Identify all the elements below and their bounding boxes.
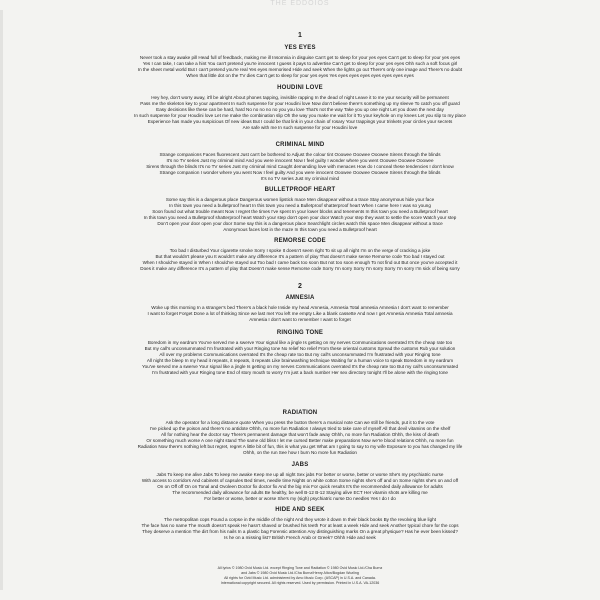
lyric-line: All over my problems Communications overrated It's the cheap rate too But my call's unconsummated I'm frustrated with your Ringing tone [159,352,441,357]
lyric-line: Some say this is a dangerous place Dangerous women lipstick mace Men disappear without a trace Stay anonymous hide your face [165,197,435,202]
lyric-line: Sirens through the blinds It's no TV series Just my criminal mind Caught demanding love with menaces How do I conceal these tendencies I don't know [146,164,454,169]
song-title: JABS [291,462,309,468]
copyright-line: All lyrics © 1980 Ovid Music Ltd. except Ringing Tone and Radiation © 1980 Ovid Music Ltd./Cha Burnz [217,566,383,570]
lyric-line: Ohhh, on the run See how I burn No more fun Radiation [243,450,357,455]
song-title: AMNESIA [285,295,315,301]
lyric-line: Pass me the skeleton key to your apartment In such suspense for your Houdini love Now don't believe there's something up my sleeve To catch you off guard [140,101,460,106]
lyric-line: You've served me a swerve Your signal like a jingle Is getting on my nerves Communications overrated It's the cheap rate too But my call's unconsummated [141,364,459,369]
lyric-line: Are safe with me In such suspense for your Houdini love [242,125,358,130]
lyric-line: Is he on a missing list? British French Arab or Greek? Ohhh Hide and seek [224,535,376,540]
lyric-line: Woke up this morning In a stranger's bed There's a black hole Inside my head Amnesia, Amnesia Total amnesia Amnesia I don't want to remember [151,305,449,310]
lyric-line: Amnesia I don't want to remember I want to forget [249,317,351,322]
lyric-line: All for nothing hear the doctor say There's permanent damage that won't fade away Ohhh, no more fun Radiation Ohhh, the kiss of death [161,432,439,437]
lyric-line: The face has no name The mouth doesn't speak He hasn't shaved or brushed his teeth For at least a week Hide and seek Another typical chore for the cops [141,523,459,528]
lyric-line: Don't open your door open your door Some say this is a dangerous place Searchlight circles watch this space Men disappear without a trace [157,221,443,226]
lyric-line: In this town you need a bulletproof heart In this town you need a Bulletproof shatterproof heart When I came here I was so young [169,203,431,208]
lyric-line: They deserve a mention The dirt from his nails In a plastic bag Forensic attention Any distinguishing marks On a great physique? Has he ever been kissed? [142,529,458,534]
song-title: YES EYES [284,45,316,51]
lyric-line: Never took a stay awake pill Head full of feedback, making me ill Insomnia in disguise Can't get to sleep for your yes eyes Can't get to sleep for your yes eyes [139,55,461,60]
side-number: 1 [298,32,302,39]
lyric-line: Soon found out what trouble meant Now I regret the times I've spent In your lower blocks and tenements In this town you need a Bulletproof heart [152,209,448,214]
lyric-line: With access to corridors And cabinets of capsules Bed times, needle time Nights on white cotton Some nights she's off and on Some nights she's on and off [141,478,459,483]
lyric-line: I'm frustrated with your Ringing tone End of story mouth to worry I'm just a back number Her sex directory tonight I'll be alone with the ringing tone [151,370,448,375]
lyric-line: It's no TV series Just my criminal mind And you were innocent Now I feel guilty I wonder where you went Ooowee Ooowee Ooowee [166,158,434,163]
song-title: CRIMINAL MIND [275,142,325,148]
song-title: HIDE AND SEEK [275,507,325,513]
lyric-line: But my call's unconsummated I'm frustrated with your Ringing tone No relief No relief From these oriental customs Spread the customs Rub your solution [144,346,456,351]
lyric-line: Strange companion I wonder where you went Now I feel guilty And you were innocent Ooowee Ooowee Ooowee Sirens through the blinds [159,170,441,175]
song-title: HOUDINI LOVE [277,85,323,91]
lyric-line: Too bad I disturbed Your cigarette smoke Sorry I spoke It doesn't seem right To sit up all night I'm on the verge of cracking a joke [169,248,431,253]
copyright-line: International copyright secured. All rights reserved. Used by permission. Printed in U.S.A. VA-12036 [220,581,380,585]
side-number: 2 [298,283,302,290]
song-title: RINGING TONE [276,330,324,336]
lyric-line: Hey hey, don't worry away, it'll be alright About phones tapping, invisible rapping In the dead of night Leave it to me your security will be permanent [151,95,449,100]
lyric-line: In the sheet metal world But I can't pretend you're real Yes eyes memorised Hide and seek When the lights go out There's only one image and There's no doubt [137,67,463,72]
song-title: RADIATION [282,410,318,416]
lyric-line: When that little dot on the TV dies Can't get to sleep for your yes eyes Yes eyes eyes eyes eyes eyes eyes eyes [186,73,414,78]
copyright-line: and Jabs © 1980 Ovid Music Ltd./Cha Burnz/Henry Alton/Bogdan Wozling [241,571,359,575]
sheet-title: THE EDDOIOS [270,0,330,7]
lyric-line: Yes I can take, I can take a hint You can't pretend you're innocent I guess it pays to advertise Can't get to sleep for your yes eyes Ohh such a soft focus girl [142,61,458,66]
lyric-line: The recommended daily allowance for adults Be healthy, be well B-12 B-12 Staying alive ECT Her vitamin shots are killing me [172,490,428,495]
lyric-line: Strange companions Faces fluorescent Just can't be bothered to Adjust the colour tint Ooowee Ooowee Ooowee Sirens through the blinds [159,152,441,157]
lyric-line: In this town you need a Bulletproof shatterproof heart Watch your step don't open your door Watch your step they want to settle the score Watch your step [143,215,457,220]
lyric-line: Easy decisions like these can be hard, hard No no no no no you you love That's not the way Take you up one night Let you down the next day [156,107,444,112]
lyric-line: When I should've stayed in When I should've stayed out Too bad I came back too soon But not too soon enough To not find out But once you've accepted it [142,260,458,265]
lyric-line: Boredom in my eardrum You've served me a swerve Your signal like a jingle Is getting on my nerves Communications overrated It's the cheap rate too [147,340,453,345]
lyric-line: In such suspense for your Houdini love Let me make the combination slip Oh the way you make me wait for it To your keyhole on my knees Let you slip to my place [134,113,466,118]
lyric-line: It's no TV series Just my criminal mind [260,176,340,181]
lyric-line: Does it make any difference It's a pattern of play that Doesn't make sense Remorse code Sorry I'm sorry Sorry I'm sorry Sorry I'm sorry I'm sick of being sorry [140,266,460,271]
lyric-line: The metropolitan cops Found a corpse in the middle of the night And they wrote it down In their black books By the revolving blue light [164,517,436,522]
lyric-line: On on Off off On on Tonal and Ovoleen Doctor fix doctor fix And the big mix For quick results It's the recommended daily allowance for adults [157,484,443,489]
lyric-line: Experience has made you suspicious Of new ideas But I could be that link in your chain of rosary Your trappings your trinkets your circles your secrets [147,119,453,124]
lyric-line: For better or worse, better or worse She's my (sigh) psychiatric nurse Do needles Yes I do I do [204,496,396,501]
song-title: BULLETPROOF HEART [264,187,336,193]
lyric-line: Jabs To keep me alive Jabs To keep me awake Keep me up all night Sex jabs For better or worse, better or worse She's my psychiatric nurse [156,472,444,477]
song-title: REMORSE CODE [274,238,326,244]
lyric-line: I've picked up the poison and there's no antidote Ohhh, no more fun Radiation I always tried to take care of myself All that devil vitamins on the shelf [149,426,451,431]
copyright-line: All rights for Ovid Music Ltd. administered by Amo Music Corp. (ASCAP) in U.S.A. and Canada. [224,576,376,580]
lyric-line: Or something much worse A one night stand The same old bliss I let me cursed Better make preparations Now we're blood relations Ohhh, no more fun [146,438,454,443]
lyric-line: Radiation Now there's nothing left but regret, regret A little bit of fun, this is what you get What am I going to say to my wife Exposure to you has changed my life [137,444,463,449]
lyric-line: All night the bleep In my head it repeats, it repeats, it repeats Like brainwashing technique Waiting for a human voice to speak Boredom in my eardrum [146,358,454,363]
lyric-line: But that wouldn't please you It wouldn't make any difference It's a pattern of play That doesn't make sense Remorse code Too bad I stayed out [155,254,445,259]
lyric-line: I want to forget Forget Done a lot of thinking Since we last met You left me empty Like a blank cassette And now I get Amnesia Amnesia Total amnesia [147,311,453,316]
lyric-line: Anonymous faces lost in the maze In this town you need a Bulletproof heart [223,227,377,232]
lyric-line: Ask the operator for a long distance quote When you press the button there's a musical note Can we still be friends, put it to the vote [165,420,435,425]
